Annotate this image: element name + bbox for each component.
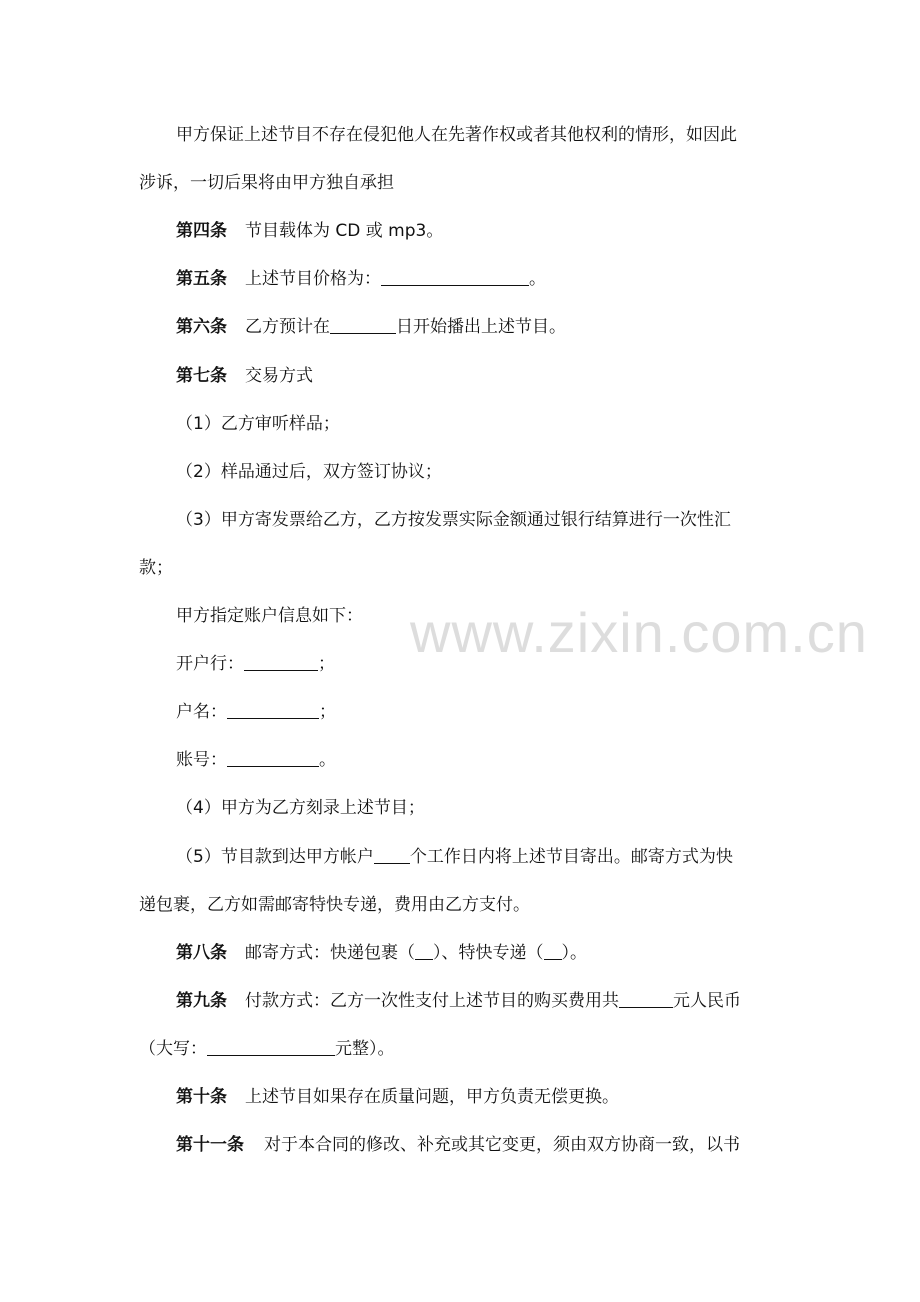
account-name <box>176 700 336 724</box>
article-9 <box>176 989 741 1013</box>
article-heading: 第十一条 <box>176 1135 244 1155</box>
article-text: 日开始播出上述节目。 <box>396 317 566 337</box>
text: （3）甲方寄发票给乙方，乙方按发票实际金额通过银行结算进行一次性汇 <box>176 510 731 530</box>
account-bank <box>176 652 335 676</box>
article-text: 乙方预计在 <box>245 317 330 337</box>
paragraph-warranty <box>176 123 737 147</box>
article-7 <box>176 364 313 388</box>
paragraph-warranty-cont <box>139 171 394 195</box>
blank-date <box>330 315 396 334</box>
text: （4）甲方为乙方刻录上述节目； <box>176 798 425 818</box>
text: （1）乙方审听样品； <box>176 414 340 434</box>
article-heading: 第六条 <box>176 317 227 337</box>
article-text: 上述节目价格为： <box>245 269 381 289</box>
article-9-cont <box>139 1037 395 1061</box>
text: （2）样品通过后，双方签订协议； <box>176 462 442 482</box>
blank-bank <box>244 652 318 671</box>
article-text: 元整）。 <box>335 1039 395 1059</box>
article-text: 付款方式：乙方一次性支付上述节目的购买费用共 <box>245 991 619 1011</box>
item-4 <box>176 796 425 820</box>
text: 涉诉，一切后果将由甲方独自承担 <box>139 173 394 193</box>
account-number <box>176 748 336 772</box>
article-8 <box>176 941 587 965</box>
article-heading: 第七条 <box>176 366 227 386</box>
article-6 <box>176 315 566 339</box>
punct: 。 <box>319 750 336 770</box>
field-label: 账号： <box>176 750 227 770</box>
text: 个工作日内将上述节目寄出。邮寄方式为快 <box>409 847 733 867</box>
article-text: 元人民币 <box>673 991 741 1011</box>
item-5-cont <box>139 893 530 917</box>
item-2 <box>176 460 442 484</box>
article-text: 节目载体为 CD 或 mp3。 <box>245 221 444 241</box>
punct: ； <box>319 702 336 722</box>
item-5 <box>176 845 733 869</box>
punct: ； <box>318 654 335 674</box>
text: 甲方指定账户信息如下： <box>176 606 363 626</box>
article-text: 对于本合同的修改、补充或其它变更，须由双方协商一致，以书 <box>264 1135 740 1155</box>
blank-days <box>374 845 410 864</box>
item-1 <box>176 412 340 436</box>
blank-name <box>227 700 319 719</box>
blank-amount <box>619 989 673 1008</box>
blank-express <box>544 941 562 960</box>
text: （5）节目款到达甲方帐户 <box>176 847 374 867</box>
text: 甲方保证上述节目不存在侵犯他人在先著作权或者其他权利的情形，如因此 <box>176 125 737 145</box>
item-3 <box>176 508 731 532</box>
punct: ）。 <box>561 943 587 963</box>
field-label: 开户行： <box>176 654 244 674</box>
article-text: ）、特快专递（ <box>433 943 544 963</box>
article-heading: 第九条 <box>176 991 227 1011</box>
article-heading: 第四条 <box>176 221 227 241</box>
punct: 。 <box>529 269 546 289</box>
text: 递包裹，乙方如需邮寄特快专递，费用由乙方支付。 <box>139 895 530 915</box>
article-text: 邮寄方式：快递包裹（ <box>245 943 415 963</box>
article-text: （大写： <box>139 1039 207 1059</box>
article-heading: 第十条 <box>176 1087 227 1107</box>
item-3-cont <box>139 556 173 580</box>
field-label: 户名： <box>176 702 227 722</box>
blank-amount-words <box>207 1037 335 1056</box>
article-text: 交易方式 <box>245 366 313 386</box>
blank-number <box>227 748 319 767</box>
blank-parcel <box>415 941 433 960</box>
watermark: www.zixin.com.cn <box>410 601 868 664</box>
article-11 <box>176 1133 740 1157</box>
blank-price <box>381 267 529 286</box>
text: 款； <box>139 558 173 578</box>
article-4 <box>176 219 443 243</box>
article-text: 上述节目如果存在质量问题，甲方负责无偿更换。 <box>245 1087 619 1107</box>
article-5 <box>176 267 546 291</box>
account-intro <box>176 604 363 628</box>
article-heading: 第五条 <box>176 269 227 289</box>
article-heading: 第八条 <box>176 943 227 963</box>
article-10 <box>176 1085 619 1109</box>
